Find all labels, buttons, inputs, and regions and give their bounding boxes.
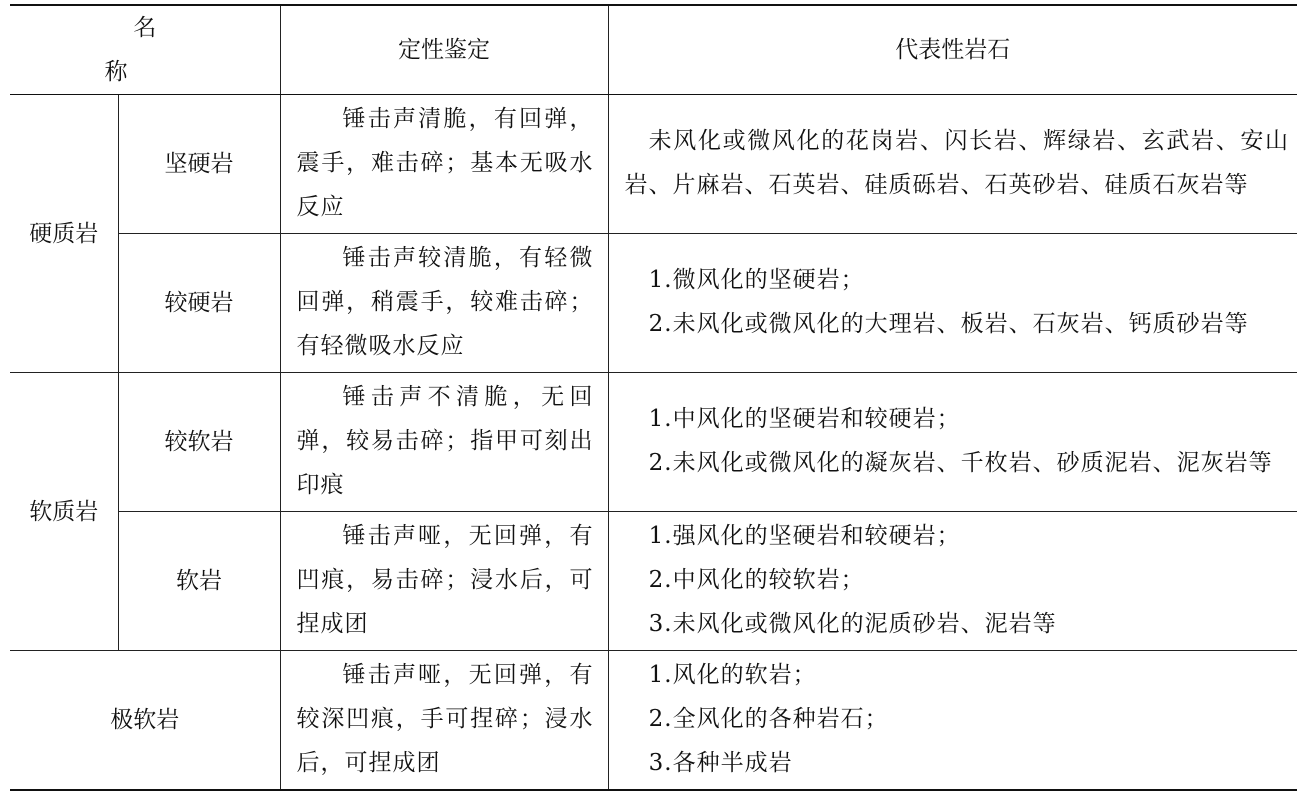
identification-cell: 锤击声不清脆，无回弹，较易击碎；指甲可刻出印痕 <box>280 373 608 512</box>
rocks-line: 2.未风化或微风化的凝灰岩、千枚岩、砂质泥岩、泥灰岩等 <box>648 450 1273 476</box>
header-identification: 定性鉴定 <box>280 5 608 95</box>
rocks-line: 3.各种半成岩 <box>648 750 793 776</box>
header-name <box>10 5 295 95</box>
identification-cell: 锤击声哑，无回弹，有较深凹痕，手可捏碎；浸水后，可捏成团 <box>280 651 608 791</box>
table-row <box>10 234 1297 373</box>
table-row <box>10 512 1297 651</box>
rocks-cell <box>608 234 1297 373</box>
rock-hardness-table <box>10 4 1297 791</box>
rocks-line: 1.风化的软岩； <box>648 662 817 688</box>
identification-cell: 锤击声较清脆，有轻微回弹，稍震手，较难击碎；有轻微吸水反应 <box>280 234 608 373</box>
rocks-line: 1.中风化的坚硬岩和较硬岩； <box>648 406 961 432</box>
identification-cell: 锤击声清脆，有回弹，震手，难击碎；基本无吸水反应 <box>280 95 608 234</box>
group-soft: 软质岩 <box>10 373 118 651</box>
rocks-line: 2.全风化的各种岩石； <box>648 706 889 732</box>
rock-name: 坚硬岩 <box>118 95 280 234</box>
table-row <box>10 95 1297 234</box>
header-name-label: 名 称 <box>104 15 295 85</box>
rocks-cell <box>608 95 1297 234</box>
rock-hardness-table-container <box>10 4 1297 791</box>
group-extremely-soft: 极软岩 <box>10 651 280 791</box>
group-hard: 硬质岩 <box>10 95 118 373</box>
rock-name: 较软岩 <box>118 373 280 512</box>
rocks-line: 3.未风化或微风化的泥质砂岩、泥岩等 <box>648 611 1057 637</box>
identification-cell: 锤击声哑，无回弹，有凹痕，易击碎；浸水后，可捏成团 <box>280 512 608 651</box>
rocks-line: 1.微风化的坚硬岩； <box>648 267 865 293</box>
rocks-line: 2.中风化的较软岩； <box>648 567 865 593</box>
rocks-cell <box>608 512 1297 651</box>
rocks-cell <box>608 651 1297 791</box>
rocks-cell <box>608 373 1297 512</box>
rock-name: 软岩 <box>118 512 280 651</box>
rocks-line: 1.强风化的坚硬岩和较硬岩； <box>648 523 961 549</box>
rocks-line: 未风化或微风化的花岗岩、闪长岩、辉绿岩、玄武岩、安山岩、片麻岩、石英岩、硅质砾岩、石英砂岩、硅质石灰岩等 <box>624 128 1289 198</box>
table-header-row <box>10 5 1297 95</box>
header-representative: 代表性岩石 <box>608 5 1297 95</box>
table-row <box>10 373 1297 512</box>
table-row <box>10 651 1297 791</box>
rocks-line: 2.未风化或微风化的大理岩、板岩、石灰岩、钙质砂岩等 <box>648 311 1249 337</box>
rock-name: 较硬岩 <box>118 234 280 373</box>
